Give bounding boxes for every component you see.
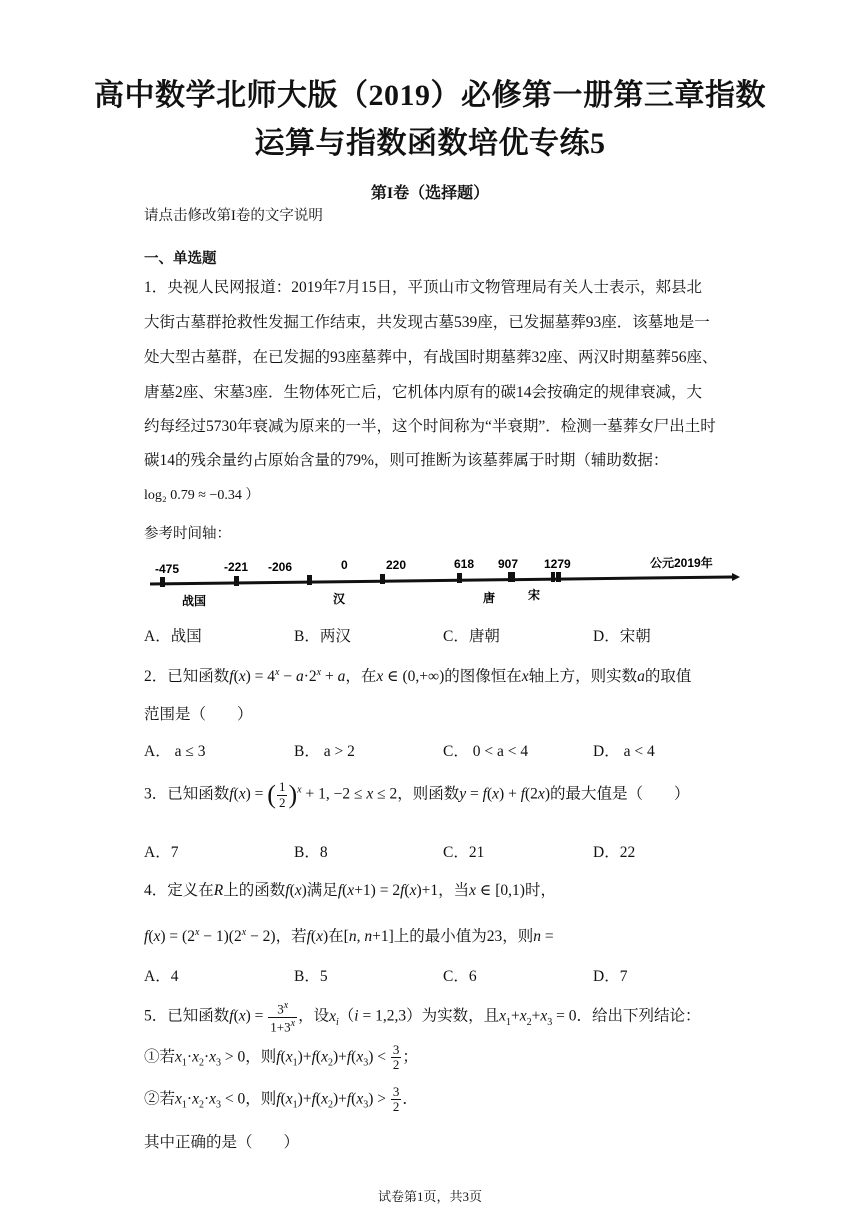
q4-option-b: B．5 bbox=[294, 968, 328, 985]
timeline-tick-label: -206 bbox=[268, 560, 293, 574]
q1-option-d: D．宋朝 bbox=[593, 628, 651, 645]
q5-closing: 其中正确的是（ ） bbox=[144, 1134, 300, 1151]
q1-timeline-label: 参考时间轴： bbox=[144, 526, 231, 542]
q1-option-a: A．战国 bbox=[144, 628, 202, 645]
q4-option-c: C．6 bbox=[443, 968, 477, 985]
era-label: 汉 bbox=[333, 592, 346, 606]
q4-option-a: A．4 bbox=[144, 968, 179, 985]
q1-option-c: C．唐朝 bbox=[443, 628, 500, 645]
q2-stem-line2: 范围是（ ） bbox=[144, 706, 253, 723]
q2-option-b: B． a > 2 bbox=[294, 743, 355, 760]
q1-aux-data: log₂ 0.79 ≈ −0.34 ） bbox=[144, 488, 260, 503]
q4-stem-line2: $f(x) = (2^x - 1)(2^x - 2)$，若f(x)在[n, n+1]上的最小值为23，则n = bbox=[144, 926, 554, 945]
timeline-end-label: 公元2019年 bbox=[650, 556, 713, 570]
section-title: 第I卷（选择题） bbox=[370, 185, 490, 202]
page-title-line1: 高中数学北师大版（2019）必修第一册第三章指数 bbox=[94, 79, 766, 112]
q2-option-d: D． a < 4 bbox=[593, 743, 655, 760]
q1-line-1: 1．央视人民网报道：2019年7月15日，平顶山市文物管理局有关人士表示，郏县北 bbox=[144, 279, 703, 296]
timeline-tick-label: -475 bbox=[155, 562, 180, 576]
timeline-tick-label: 1279 bbox=[544, 557, 571, 571]
q4-stem: 4．定义在R上的函数f(x)满足f(x+1) = 2f(x)+1，当x ∈ [0,1)时， bbox=[144, 882, 556, 899]
q2-option-c: C． 0 < a < 4 bbox=[443, 743, 529, 760]
timeline-tick-label: 907 bbox=[498, 557, 519, 571]
era-label: 唐 bbox=[483, 591, 496, 605]
timeline-tick-label: 618 bbox=[454, 557, 475, 571]
q5-conclusion-1: ①若$x_1\cdot x_2\cdot x_3 > 0$，则$f(x_1)+f(x_2)+f(x_3)$ < $\frac{3}{2}$ ； bbox=[144, 1042, 418, 1073]
q5-stem: 5．已知函数f(x) = $\frac{3^x}{1+3^x}$ ，设$x_i(i = 1,2,3)$为实数，且$x_1+x_2+x_3 = 0$．给出下列结论： bbox=[144, 1000, 701, 1034]
reference-timeline bbox=[140, 555, 740, 611]
q2-option-a: A． a ≤ 3 bbox=[144, 743, 206, 760]
q1-option-b: B．两汉 bbox=[294, 628, 351, 645]
era-label: 战国 bbox=[182, 594, 207, 608]
q1-line-3: 处大型古墓群，在已发掘的93座墓葬中，有战国时期墓葬32座、两汉时期墓葬56座、 bbox=[144, 349, 718, 366]
q1-line-2: 大街古墓群抢救性发掘工作结束，共发现古墓539座，已发掘墓葬93座．该墓地是一 bbox=[144, 314, 710, 331]
q3-stem: 3．已知函数f(x) = ( $\frac{1}{2}$ )$^x$ + 1, −2 ≤ x ≤ 2，则函数y = f(x) + f(2x)的最大值是（ ） bbox=[144, 779, 690, 810]
q3-option-c: C．21 bbox=[443, 844, 485, 861]
q3-option-d: D．22 bbox=[593, 844, 636, 861]
q1-line-6: 碳14的残余量约占原始含量的79%，则可推断为该墓葬属于时期（辅助数据： bbox=[144, 452, 669, 469]
q1-line-5: 约每经过5730年衰减为原来的一半，这个时间称为“半衰期”．检测一墓葬女尸出土时 bbox=[144, 418, 716, 435]
q5-conclusion-2: ②若$x_1\cdot x_2\cdot x_3 < 0$，则$f(x_1)+f(x_2)+f(x_3)$ > $\frac{3}{2}$ ． bbox=[144, 1084, 418, 1115]
timeline-tick-label: -221 bbox=[224, 560, 249, 574]
page-footer: 试卷第1页，共3页 bbox=[377, 1189, 482, 1204]
q1-line-4: 唐墓2座、宋墓3座．生物体死亡后，它机体内原有的碳14会按确定的规律衰减，大 bbox=[144, 384, 703, 401]
q3-option-a: A．7 bbox=[144, 844, 179, 861]
q2-stem: 2．已知函数$f(x) = 4^x - a\cdot 2^x + a$，在x ∈ (0,+∞)的图像恒在x轴上方，则实数a的取值 bbox=[144, 666, 692, 685]
timeline-tick-label: 220 bbox=[386, 558, 407, 572]
timeline-tick-label: 0 bbox=[341, 558, 348, 572]
part-heading: 一、单选题 bbox=[144, 251, 217, 267]
page-title-line2: 运算与指数函数培优专练5 bbox=[254, 127, 606, 160]
era-label: 宋 bbox=[528, 588, 541, 602]
q3-option-b: B．8 bbox=[294, 844, 328, 861]
q4-option-d: D．7 bbox=[593, 968, 628, 985]
section-note: 请点击修改第I卷的文字说明 bbox=[144, 208, 323, 224]
